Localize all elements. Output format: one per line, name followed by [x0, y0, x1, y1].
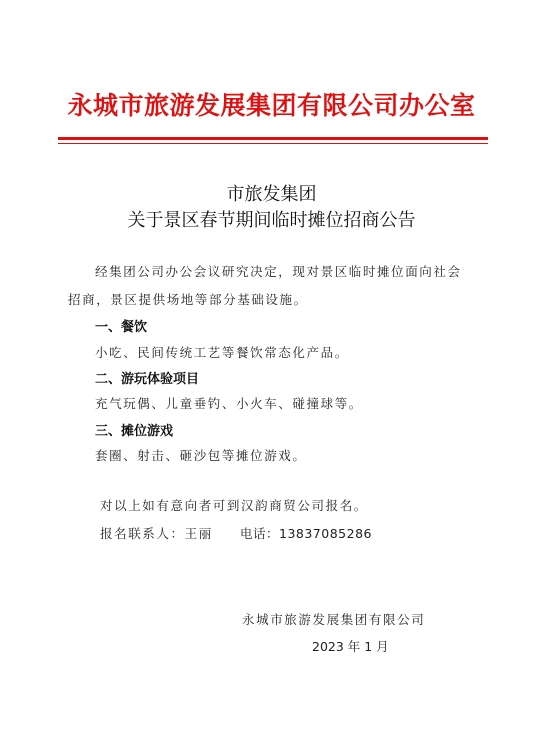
office-header-title: 永城市旅游发展集团有限公司办公室 [67, 91, 476, 120]
header-rule-thin [58, 143, 488, 144]
signature-organization: 永城市旅游发展集团有限公司 [242, 612, 426, 627]
section-heading-experience: 二、游玩体验项目 [95, 372, 200, 387]
contact-person: 报名联系人：王丽 [100, 526, 213, 541]
signature-date: 2023 年 1 月 [312, 639, 389, 654]
notice-title-line2: 关于景区春节期间临时摊位招商公告 [127, 210, 416, 231]
closing-line: 对以上如有意向者可到汉韵商贸公司报名。 [100, 498, 368, 513]
header-rule-thick [58, 137, 488, 140]
section-heading-games: 三、摊位游戏 [95, 424, 174, 439]
notice-title-line1: 市旅发集团 [226, 184, 317, 205]
contact-phone: 电话：13837085286 [240, 526, 372, 541]
section-heading-catering: 一、餐饮 [95, 320, 148, 335]
section-content-games: 套圈、射击、砸沙包等摊位游戏。 [95, 448, 307, 463]
section-content-experience: 充气玩偶、儿童垂钓、小火车、碰撞球等。 [95, 396, 363, 411]
intro-paragraph-line2: 招商，景区提供场地等部分基础设施。 [68, 292, 308, 307]
intro-paragraph-line1: 经集团公司办公会议研究决定，现对景区临时摊位面向社会 [95, 264, 462, 279]
section-content-catering: 小吃、民间传统工艺等餐饮常态化产品。 [95, 345, 349, 360]
